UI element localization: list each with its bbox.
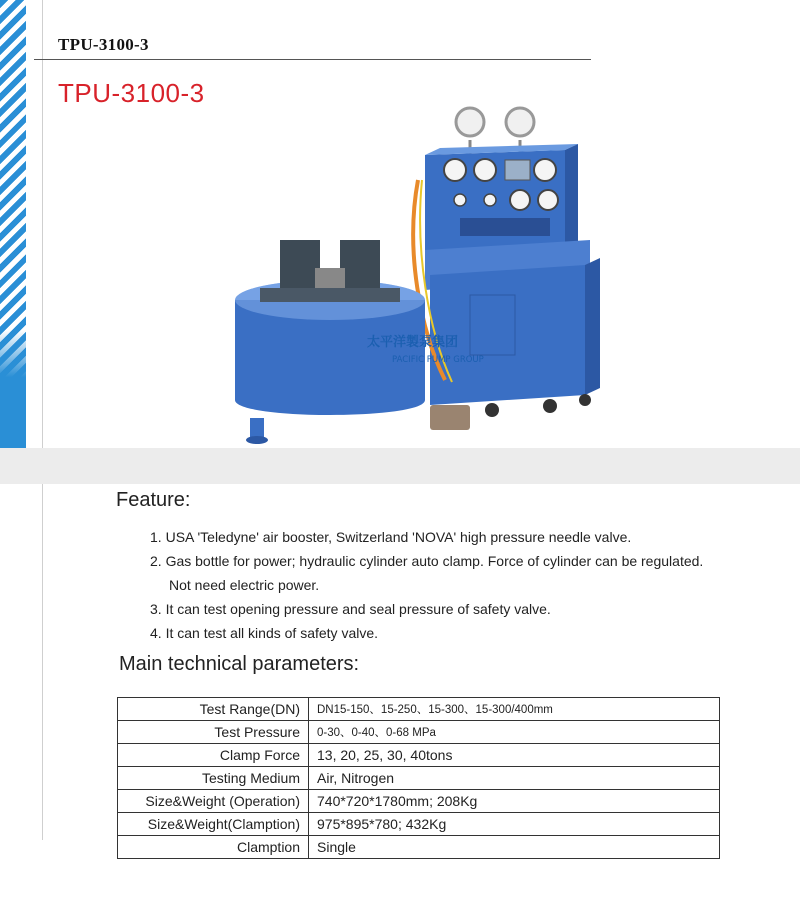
page-title: TPU-3100-3 xyxy=(58,35,149,54)
param-value: Single xyxy=(309,836,720,859)
feature-item: 2. Gas bottle for power; hydraulic cylinder auto clamp. Force of cylinder can be regulated. Not need electric power. xyxy=(150,553,704,593)
param-key: Size&Weight(Clamption) xyxy=(118,813,309,836)
param-value: 740*720*1780mm; 208Kg xyxy=(309,790,720,813)
table-row xyxy=(118,813,720,836)
param-key: Test Pressure xyxy=(118,721,309,744)
feature-item: 3. It can test opening pressure and seal pressure of safety valve. xyxy=(150,601,551,617)
param-key: Testing Medium xyxy=(118,767,309,790)
section-band xyxy=(0,448,800,484)
brand-logo-text: 太平洋製泵集团 xyxy=(367,335,459,350)
product-photo xyxy=(230,100,610,445)
feature-heading: Feature: xyxy=(116,489,191,511)
brand-logo-subtext: PACIFIC PUMP GROUP xyxy=(392,355,484,365)
table-row xyxy=(118,698,720,721)
param-value: 0-30、0-40、0-68 MPa xyxy=(309,721,720,744)
table-row xyxy=(118,767,720,790)
parameters-table xyxy=(117,697,720,859)
param-value: Air, Nitrogen xyxy=(309,767,720,790)
table-row xyxy=(118,721,720,744)
param-value: 13, 20, 25, 30, 40tons xyxy=(309,744,720,767)
param-key: Test Range(DN) xyxy=(118,698,309,721)
param-value: DN15-150、15-250、15-300、15-300/400mm xyxy=(309,698,720,721)
param-value: 975*895*780; 432Kg xyxy=(309,813,720,836)
param-key: Clamp Force xyxy=(118,744,309,767)
parameters-heading: Main technical parameters: xyxy=(119,653,360,675)
feature-item: 1. USA 'Teledyne' air booster, Switzerland 'NOVA' high pressure needle valve. xyxy=(150,529,632,545)
title-divider xyxy=(34,59,591,60)
table-row xyxy=(118,790,720,813)
vertical-guide-line xyxy=(42,0,43,840)
decorative-stripe xyxy=(0,0,26,448)
feature-list xyxy=(150,525,780,645)
model-label: TPU-3100-3 xyxy=(58,78,205,108)
feature-item: 4. It can test all kinds of safety valve. xyxy=(150,625,379,641)
param-key: Clamption xyxy=(118,836,309,859)
table-row xyxy=(118,836,720,859)
table-row xyxy=(118,744,720,767)
param-key: Size&Weight (Operation) xyxy=(118,790,309,813)
